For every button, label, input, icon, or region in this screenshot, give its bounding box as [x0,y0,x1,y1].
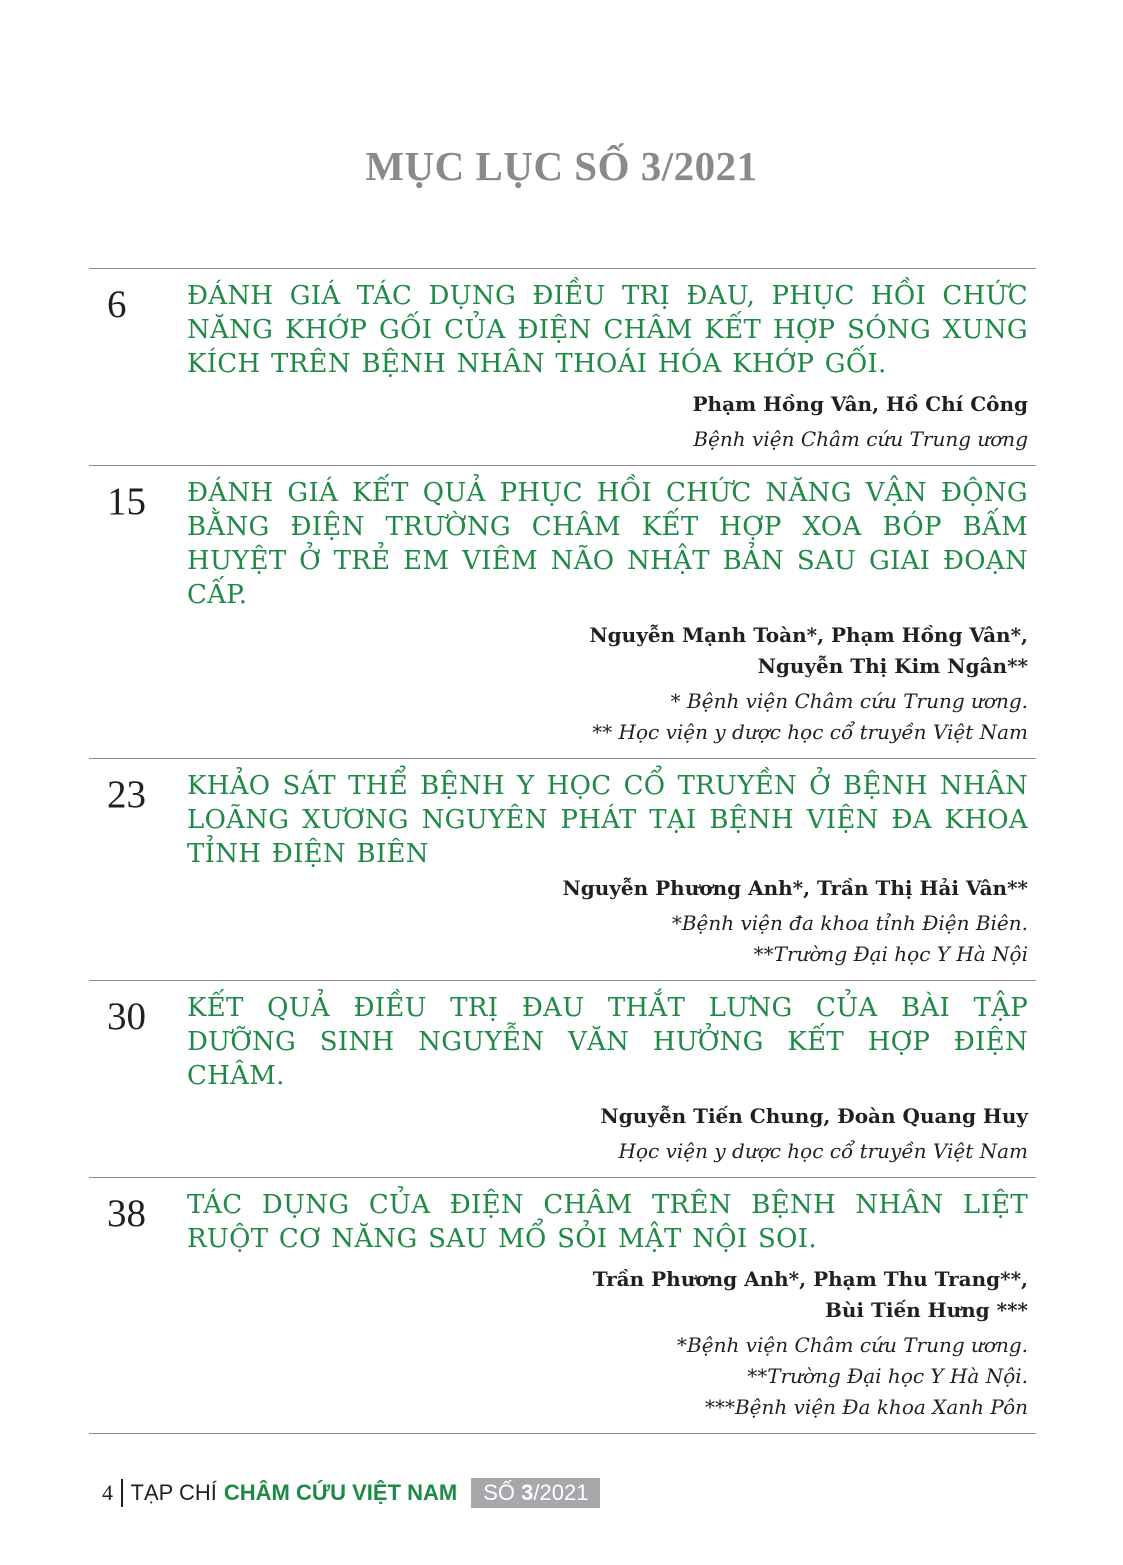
affiliation-line: Học viện y dược học cổ truyền Việt Nam [618,1139,1028,1163]
entry-affiliations [187,1136,1028,1167]
entry-affiliations [187,908,1028,970]
toc-entry[interactable] [89,466,1036,759]
entry-page-number: 30 [107,995,146,1038]
footer-issue-badge [471,1478,600,1508]
entry-title[interactable]: ĐÁNH GIÁ KẾT QUẢ PHỤC HỒI CHỨC NĂNG VẬN ĐỘNG BẰNG ĐIỆN TRƯỜNG CHÂM KẾT HỢP XOA BÓP BẤM HUYỆT Ở TRẺ EM VIÊM NÃO NHẬT BẢN SAU GIAI ĐOẠN CẤP. [187,478,1028,610]
entry-authors [187,1264,1028,1326]
affiliation-line: ***Bệnh viện Đa khoa Xanh Pôn [704,1395,1028,1419]
footer-journal-name: CHÂM CỨU VIỆT NAM [223,1480,458,1505]
entry-title[interactable]: ĐÁNH GIÁ TÁC DỤNG ĐIỀU TRỊ ĐAU, PHỤC HỒI CHỨC NĂNG KHỚP GỐI CỦA ĐIỆN CHÂM KẾT HỢP SÓNG XUNG KÍCH TRÊN BỆNH NHÂN THOÁI HÓA KHỚP GỐI. [187,281,1028,379]
affiliation-line: * Bệnh viện Châm cứu Trung ương. [670,689,1028,713]
affiliation-line: **Trường Đại học Y Hà Nội [753,942,1028,966]
affiliation-line: ** Học viện y dược học cổ truyền Việt Nam [592,720,1028,744]
author-line: Trần Phương Anh*, Phạm Thu Trang**, [592,1267,1028,1291]
affiliation-line: *Bệnh viện đa khoa tỉnh Điện Biên. [671,911,1028,935]
footer-issue-number: 3 [521,1480,534,1505]
footer-issue-label: SỐ [483,1480,516,1505]
toc-entry[interactable] [89,981,1036,1178]
table-of-contents [89,268,1036,1434]
author-line: Nguyễn Tiến Chung, Đoàn Quang Huy [600,1104,1028,1128]
toc-entry[interactable] [89,1178,1036,1434]
page-title: MỤC LỤC SỐ 3/2021 [365,143,758,189]
entry-affiliations [187,686,1028,748]
toc-entry[interactable] [89,759,1036,981]
entry-title[interactable]: TÁC DỤNG CỦA ĐIỆN CHÂM TRÊN BỆNH NHÂN LIỆT RUỘT CƠ NĂNG SAU MỔ SỎI MẬT NỘI SOI. [187,1190,1028,1254]
page-footer [102,1478,600,1508]
author-line: Bùi Tiến Hưng *** [824,1298,1028,1322]
affiliation-line: *Bệnh viện Châm cứu Trung ương. [677,1333,1028,1357]
entry-affiliations [187,424,1028,455]
footer-divider [121,1479,123,1507]
author-line: Phạm Hồng Vân, Hồ Chí Công [692,392,1028,416]
footer-journal-prefix: TẠP CHÍ [130,1480,217,1505]
affiliation-line: **Trường Đại học Y Hà Nội. [747,1364,1028,1388]
footer-issue-year: /2021 [533,1480,589,1505]
entry-page-number: 6 [107,283,127,326]
author-line: Nguyễn Mạnh Toàn*, Phạm Hồng Vân*, [589,623,1028,647]
entry-authors [187,873,1028,904]
toc-entry[interactable] [89,269,1036,466]
entry-page-number: 38 [107,1192,146,1235]
entry-affiliations [187,1330,1028,1423]
affiliation-line: Bệnh viện Châm cứu Trung ương [693,427,1028,451]
author-line: Nguyễn Phương Anh*, Trần Thị Hải Vân** [562,876,1028,900]
entry-title[interactable]: KẾT QUẢ ĐIỀU TRỊ ĐAU THẮT LƯNG CỦA BÀI TẬP DƯỠNG SINH NGUYỄN VĂN HƯỞNG KẾT HỢP ĐIỆN CHÂM. [187,993,1028,1091]
entry-title[interactable]: KHẢO SÁT THỂ BỆNH Y HỌC CỔ TRUYỀN Ở BỆNH NHÂN LOÃNG XƯƠNG NGUYÊN PHÁT TẠI BỆNH VIỆN ĐA KHOA TỈNH ĐIỆN BIÊN [187,771,1028,869]
entry-authors [187,620,1028,682]
entry-authors [187,1101,1028,1132]
author-line: Nguyễn Thị Kim Ngân** [757,654,1028,678]
footer-page-number: 4 [102,1480,113,1505]
entry-authors [187,389,1028,420]
entry-page-number: 23 [107,773,146,816]
entry-page-number: 15 [107,480,146,523]
